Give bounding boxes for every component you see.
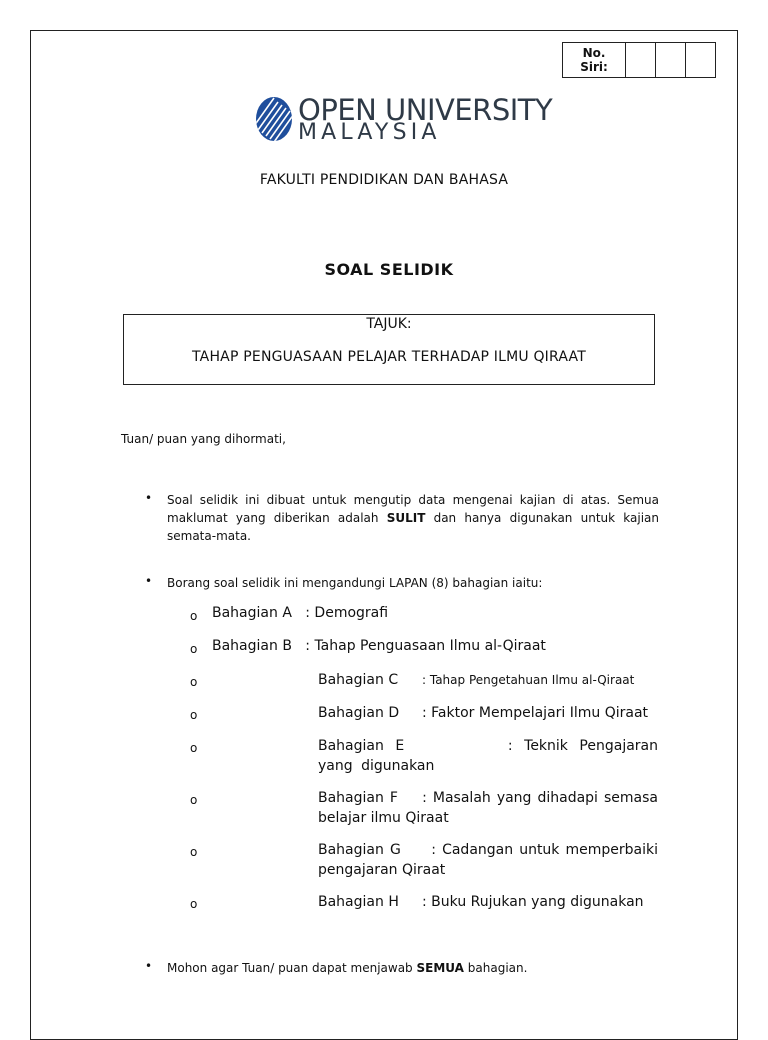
list-item: Bahagian B : Tahap Penguasaan Ilmu al-Qiraat	[212, 638, 546, 654]
sub-bullet-icon: o	[190, 897, 198, 911]
topic-text: TAHAP PENGUASAAN PELAJAR TERHADAP ILMU QIRAAT	[192, 349, 586, 365]
faculty-name: FAKULTI PENDIDIKAN DAN BAHASA	[259, 172, 509, 188]
topic-box	[123, 314, 655, 385]
list-item: Bahagian H : Buku Rujukan yang digunakan	[318, 894, 644, 910]
logo-text-line2: MALAYSIA	[298, 120, 441, 145]
serial-number-box	[562, 42, 716, 78]
list-item: Bahagian F : Masalah yang dihadapi semasa belajar ilmu Qiraat	[318, 790, 658, 826]
topic-label: TAJUK:	[366, 316, 412, 332]
sub-bullet-icon: o	[190, 793, 198, 807]
sub-bullet-icon: o	[190, 741, 198, 755]
sub-bullet-icon: o	[190, 708, 198, 722]
bullet-intro-text: Soal selidik ini dibuat untuk mengutip data mengenai kajian di atas. Semua maklumat yang diberikan adalah SULIT dan hanya digunakan untuk kajian semata-mata.	[167, 493, 660, 543]
serial-cell[interactable]	[626, 43, 656, 78]
bullet-sections-intro: Borang soal selidik ini mengandungi LAPAN (8) bahagian iaitu:	[167, 576, 543, 590]
sub-bullet-icon: o	[190, 642, 198, 656]
bullet-icon: •	[145, 491, 153, 505]
bullet-instruction: Mohon agar Tuan/ puan dapat menjawab SEMUA bahagian.	[167, 961, 528, 975]
list-item: Bahagian D : Faktor Mempelajari Ilmu Qiraat	[318, 705, 649, 721]
list-item: Bahagian C : Tahap Pengetahuan Ilmu al-Qiraat	[318, 672, 635, 688]
oum-globe-icon	[254, 96, 294, 142]
logo-text-line1: OPEN UNIVERSITY	[298, 93, 553, 127]
greeting: Tuan/ puan yang dihormati,	[121, 432, 286, 446]
sub-bullet-icon: o	[190, 845, 198, 859]
list-item: Bahagian E : Teknik Pengajaran yang digunakan	[318, 738, 658, 774]
bullet-icon: •	[145, 959, 153, 973]
serial-label: No. Siri:	[563, 43, 626, 78]
sub-bullet-icon: o	[190, 609, 198, 623]
document-title: SOAL SELIDIK	[324, 260, 454, 279]
list-item: Bahagian A : Demografi	[212, 605, 389, 621]
bullet-icon: •	[145, 574, 153, 588]
serial-cell[interactable]	[656, 43, 686, 78]
serial-cell[interactable]	[686, 43, 716, 78]
list-item: Bahagian G : Cadangan untuk memperbaiki pengajaran Qiraat	[318, 842, 658, 878]
sub-bullet-icon: o	[190, 675, 198, 689]
oum-logo	[254, 93, 553, 152]
